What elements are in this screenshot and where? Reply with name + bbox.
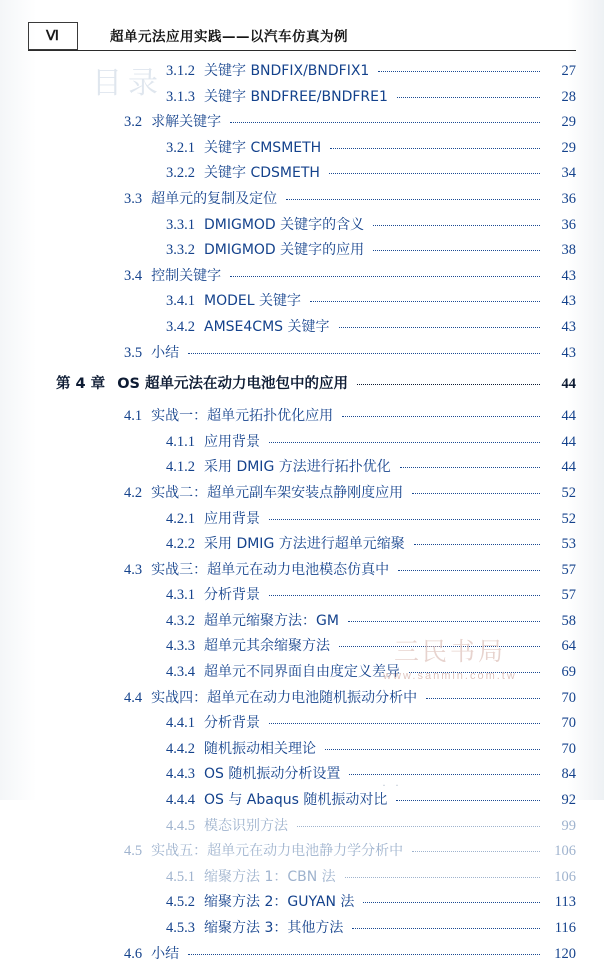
toc-entry-label: AMSE4CMS 关键字 (204, 318, 330, 335)
toc-leader-dots (373, 250, 540, 251)
toc-leader-dots (269, 519, 540, 520)
toc-entry-number: 4.5.2 (166, 894, 195, 911)
toc-entry-label: 超单元的复制及定位 (151, 190, 278, 207)
toc-leader-dots (414, 544, 540, 545)
toc-entry-page: 38 (561, 242, 576, 259)
toc-entry[interactable] (28, 891, 576, 917)
toc-entry[interactable] (28, 738, 576, 764)
toc-entry[interactable] (28, 162, 576, 188)
toc-entry[interactable] (28, 840, 576, 866)
toc-entry[interactable] (28, 533, 576, 559)
toc-entry-label: 小结 (151, 945, 180, 962)
toc-entry[interactable] (28, 265, 576, 291)
toc-entry-label: 采用 DMIG 方法进行拓扑优化 (204, 459, 391, 476)
toc-entry-number: 3.3.1 (166, 216, 195, 233)
toc-entry[interactable] (28, 917, 576, 943)
toc-entry-number: 4.3.4 (166, 664, 195, 681)
toc-entry-label: OS 与 Abaqus 随机振动对比 (204, 792, 388, 809)
toc-leader-dots (349, 774, 540, 775)
toc-leader-dots (230, 276, 540, 277)
toc-entry-page: 52 (561, 510, 576, 527)
toc-entry-number: 3.4.2 (166, 318, 195, 335)
toc-entry-number: 3.1.2 (166, 63, 195, 79)
toc-entry-number: 4.4.2 (166, 740, 195, 757)
toc-entry[interactable] (28, 584, 576, 610)
toc-leader-dots (330, 148, 540, 149)
toc-leader-dots (348, 621, 540, 622)
table-of-contents (28, 60, 576, 968)
toc-entry-page: 106 (554, 843, 576, 860)
toc-entry-label: 关键字 CMSMETH (204, 139, 322, 156)
toc-leader-dots (345, 877, 540, 878)
toc-entry-number: 4.2.1 (166, 510, 195, 527)
toc-entry-page: 106 (554, 868, 576, 885)
toc-entry-page: 70 (561, 715, 576, 732)
toc-entry-number: 3.5 (124, 344, 143, 361)
toc-entry-number: 3.1.3 (166, 88, 195, 105)
toc-entry[interactable] (28, 60, 576, 86)
toc-entry-label: 应用背景 (204, 510, 260, 527)
toc-entry-page: 84 (561, 766, 576, 783)
toc-entry-label: 实战五：超单元在动力电池静力学分析中 (151, 843, 404, 860)
toc-leader-dots (342, 416, 540, 417)
toc-entry-label: 缩聚方法 1：CBN 法 (204, 868, 336, 885)
toc-entry-page: 27 (561, 63, 576, 79)
toc-entry-number: 4.6 (124, 945, 143, 962)
toc-entry-label: 实战一：超单元拓扑优化应用 (151, 408, 334, 425)
toc-entry[interactable] (28, 290, 576, 316)
toc-entry[interactable] (28, 559, 576, 585)
toc-entry-number: 3.2 (124, 114, 143, 131)
toc-leader-dots (400, 467, 540, 468)
toc-leader-dots (409, 672, 540, 673)
toc-entry-number: 4.2.2 (166, 536, 195, 553)
toc-entry-number: 3.2.1 (166, 139, 195, 156)
toc-leader-dots (310, 301, 540, 302)
toc-entry-number: 4.5.3 (166, 920, 195, 936)
toc-entry-number: 4.5 (124, 843, 143, 860)
toc-leader-dots (373, 225, 540, 226)
toc-entry-label: 超单元不同界面自由度定义差异 (204, 664, 400, 681)
toc-leader-dots (188, 954, 540, 955)
toc-entry-number: 3.4 (124, 267, 143, 284)
toc-entry[interactable] (28, 214, 576, 240)
toc-leader-dots (286, 199, 540, 200)
toc-leader-dots (426, 698, 540, 699)
toc-entry-number: 4.1.1 (166, 433, 195, 450)
toc-entry-page: 92 (561, 792, 576, 809)
toc-entry-page: 57 (561, 587, 576, 604)
toc-entry[interactable] (28, 86, 576, 112)
toc-entry-page: 43 (561, 344, 576, 361)
toc-entry[interactable] (28, 239, 576, 265)
toc-entry[interactable] (28, 188, 576, 214)
toc-entry[interactable] (28, 687, 576, 713)
toc-leader-dots (339, 646, 540, 647)
toc-entry-number: 4.4.5 (166, 817, 195, 834)
toc-entry-page: 34 (561, 165, 576, 182)
toc-leader-dots (398, 570, 540, 571)
toc-entry-label: 模态识别方法 (204, 817, 288, 834)
toc-leader-dots (352, 928, 540, 929)
toc-entry-label: 超单元其余缩聚方法 (204, 638, 330, 655)
toc-entry-page: 36 (561, 216, 576, 233)
toc-entry-label: 超单元缩聚方法：GM (204, 612, 339, 629)
scan-ghost-text: 目录 (92, 66, 164, 101)
toc-entry-number: 4.2 (124, 484, 143, 501)
toc-entry-page: 70 (561, 689, 576, 706)
toc-entry-page: 64 (561, 638, 576, 655)
toc-entry-label: DMIGMOD 关键字的含义 (204, 216, 365, 233)
toc-entry-page: 29 (561, 139, 576, 156)
toc-entry[interactable] (28, 431, 576, 457)
toc-entry-label: 求解关键字 (151, 114, 222, 131)
toc-entry-page: 44 (561, 459, 576, 476)
toc-leader-dots (269, 595, 540, 596)
toc-leader-dots (269, 723, 540, 724)
toc-entry[interactable] (28, 712, 576, 738)
toc-entry-label: 实战三：超单元在动力电池模态仿真中 (151, 561, 390, 578)
toc-entry-page: 36 (561, 190, 576, 207)
toc-entry-label: 应用背景 (204, 433, 260, 450)
watermark-sub-text: www.sanmin.com.tw (383, 670, 517, 682)
toc-entry[interactable] (28, 661, 576, 687)
toc-entry-label: 关键字 BNDFIX/BNDFIX1 (204, 63, 370, 79)
toc-entry[interactable] (28, 815, 576, 841)
toc-entry-number: 4.4.3 (166, 766, 195, 783)
watermark-main-text: 三民书局 (393, 637, 506, 666)
toc-entry[interactable] (28, 789, 576, 815)
toc-entry[interactable] (28, 111, 576, 137)
toc-entry-label: 关键字 BNDFREE/BNDFRE1 (204, 88, 388, 105)
toc-entry-page: 69 (561, 664, 576, 681)
toc-entry-label: DMIGMOD 关键字的应用 (204, 242, 365, 259)
toc-chapter-title: OS 超单元法在动力电池包中的应用 (117, 376, 349, 393)
toc-entry[interactable] (28, 610, 576, 636)
toc-entry-label: OS 随机振动分析设置 (204, 766, 341, 783)
toc-leader-dots (339, 327, 541, 328)
toc-entry-page: 52 (561, 484, 576, 501)
toc-entry[interactable] (28, 137, 576, 163)
toc-entry-page: 29 (561, 114, 576, 131)
toc-entry-page: 44 (561, 433, 576, 450)
toc-leader-dots (297, 826, 540, 827)
toc-entry-label: 缩聚方法 2：GUYAN 法 (204, 894, 355, 911)
folio-number: Ⅵ (28, 22, 78, 50)
toc-entry-number: 4.3 (124, 561, 143, 578)
toc-entry[interactable] (28, 342, 576, 368)
toc-entry-number: 4.3.2 (166, 612, 195, 629)
toc-leader-dots (363, 902, 540, 903)
toc-entry[interactable] (28, 456, 576, 482)
toc-entry-page: 28 (561, 88, 576, 105)
toc-entry-number: 3.2.2 (166, 165, 195, 182)
toc-leader-dots (357, 384, 540, 385)
toc-entry-number: 4.4 (124, 689, 143, 706)
toc-entry[interactable] (28, 405, 576, 431)
toc-entry-label: 实战二：超单元副车架安装点静刚度应用 (151, 484, 404, 501)
toc-leader-dots (396, 800, 540, 801)
toc-entry-number: 3.3.2 (166, 242, 195, 259)
toc-entry-page: 58 (561, 612, 576, 629)
toc-entry-page: 53 (561, 536, 576, 553)
toc-entry[interactable] (28, 482, 576, 508)
toc-entry-label: 控制关键字 (151, 267, 222, 284)
toc-leader-dots (378, 71, 540, 72)
toc-entry-number: 4.1 (124, 408, 143, 425)
toc-entry-number: 3.3 (124, 190, 143, 207)
toc-entry-label: 实战四：超单元在动力电池随机振动分析中 (151, 689, 418, 706)
toc-entry-page: 113 (554, 894, 576, 911)
toc-leader-dots (412, 493, 540, 494)
toc-entry[interactable] (28, 508, 576, 534)
toc-chapter-page: 44 (561, 376, 576, 393)
toc-entry-number: 4.4.4 (166, 792, 195, 809)
toc-entry[interactable] (28, 635, 576, 661)
running-head-title: 超单元法应用实践——以汽车仿真为例 (110, 29, 348, 45)
toc-entry-page: 70 (561, 740, 576, 757)
toc-entry-label: 分析背景 (204, 587, 260, 604)
toc-entry-page: 43 (561, 293, 576, 310)
toc-entry[interactable] (28, 866, 576, 892)
toc-entry-label: 关键字 CDSMETH (204, 165, 320, 182)
toc-leader-dots (412, 851, 540, 852)
toc-leader-dots (397, 97, 540, 98)
toc-leader-dots (269, 442, 540, 443)
toc-entry[interactable] (28, 943, 576, 968)
toc-entry-page: 116 (554, 920, 576, 936)
toc-entry-number: 3.4.1 (166, 293, 195, 310)
toc-entry-number: 4.5.1 (166, 868, 195, 885)
toc-entry-number: 4.4.1 (166, 715, 195, 732)
toc-entry-label: MODEL 关键字 (204, 293, 301, 310)
toc-entry-label: 缩聚方法 3：其他方法 (204, 920, 344, 936)
toc-chapter-number: 第 4 章 (56, 376, 106, 393)
toc-entry-label: 分析背景 (204, 715, 260, 732)
toc-entry-number: 4.3.1 (166, 587, 195, 604)
toc-entry-page: 57 (561, 561, 576, 578)
toc-entry-label: 采用 DMIG 方法进行超单元缩聚 (204, 536, 405, 553)
header-rule (28, 50, 576, 51)
toc-entry-label: 小结 (151, 344, 180, 361)
toc-leader-dots (230, 122, 540, 123)
toc-entry-page: 120 (554, 945, 576, 962)
toc-entry-number: 4.1.2 (166, 459, 195, 476)
toc-entry[interactable] (28, 763, 576, 789)
toc-entry-label: 随机振动相关理论 (204, 740, 316, 757)
toc-leader-dots (329, 173, 540, 174)
toc-entry-number: 4.3.3 (166, 638, 195, 655)
page-header (28, 22, 576, 52)
toc-entry-page: 43 (561, 267, 576, 284)
toc-leader-dots (325, 749, 540, 750)
toc-entry-page: 44 (561, 408, 576, 425)
toc-entry[interactable] (28, 316, 576, 342)
toc-entry-page: 43 (561, 318, 576, 335)
toc-leader-dots (188, 353, 540, 354)
footer-marks: · · (382, 778, 402, 792)
toc-entry-page: 99 (561, 817, 576, 834)
toc-chapter-entry[interactable] (28, 372, 576, 402)
